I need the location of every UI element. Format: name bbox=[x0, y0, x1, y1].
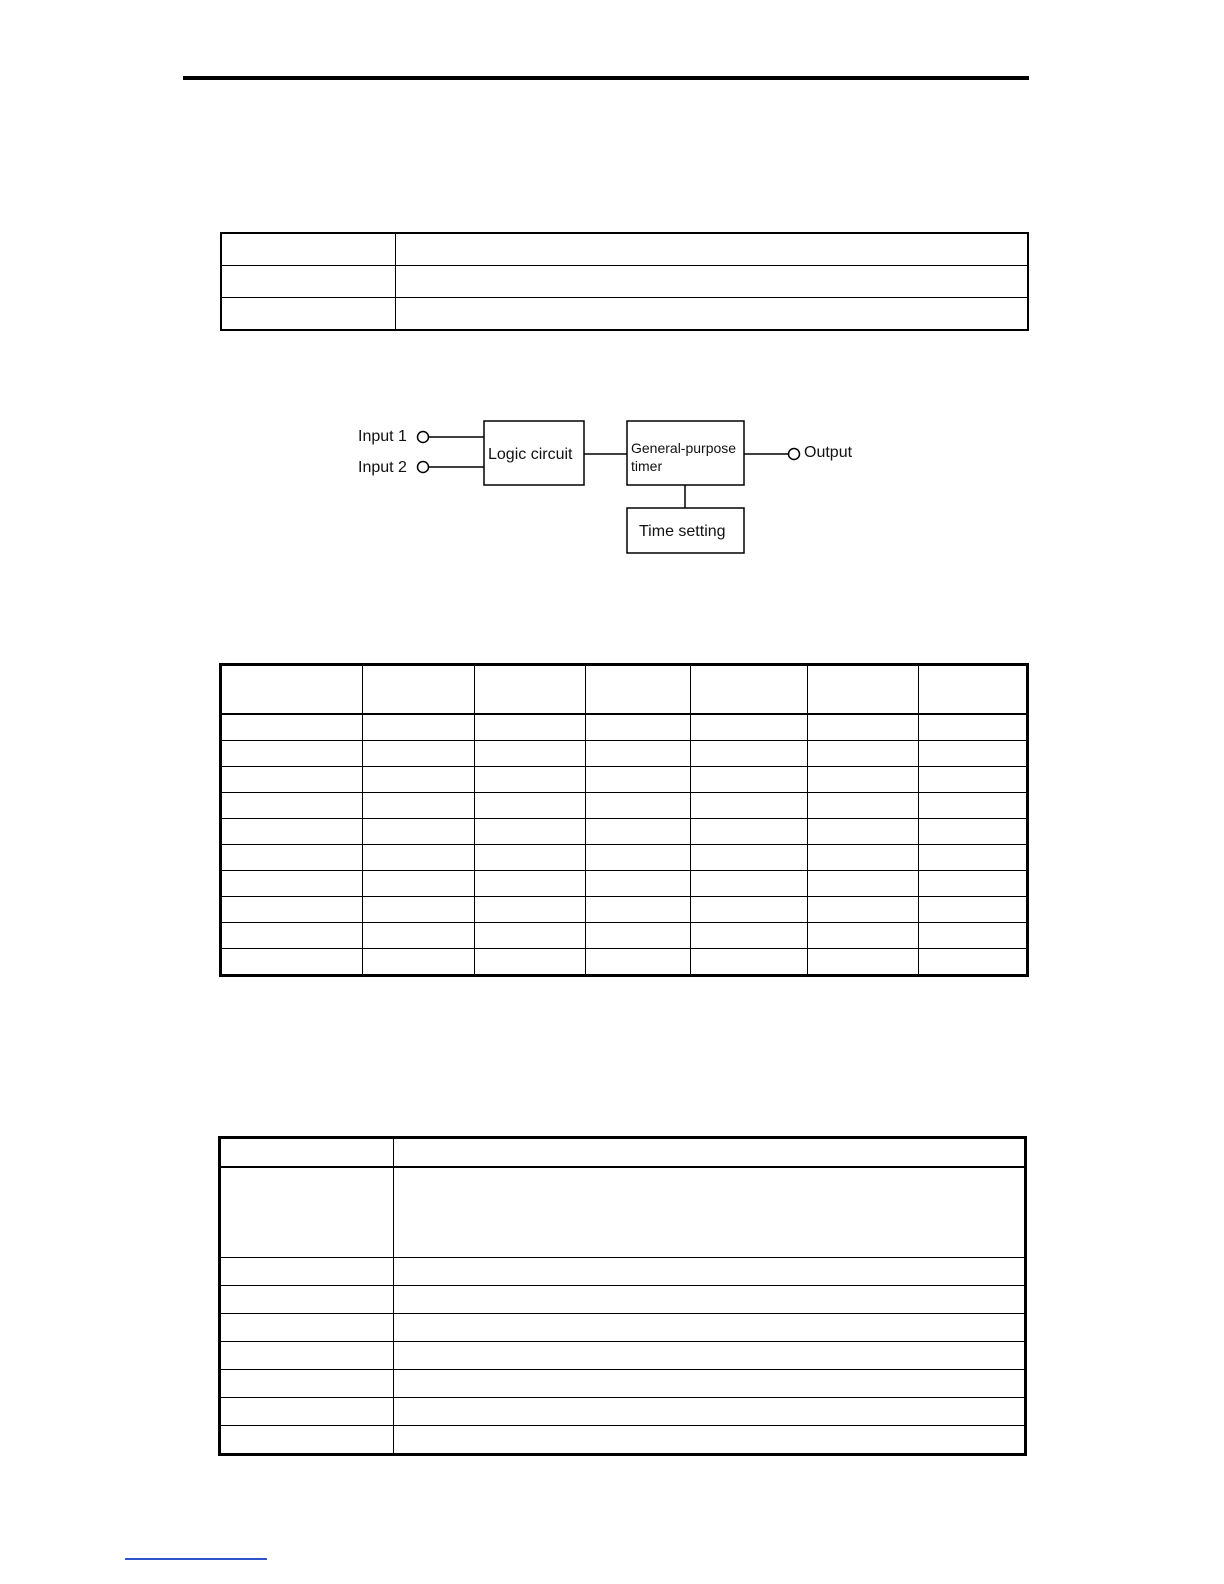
table-row bbox=[221, 714, 1028, 741]
output-terminal bbox=[789, 449, 800, 460]
top-rule bbox=[183, 76, 1029, 80]
input1-label: Input 1 bbox=[358, 428, 407, 445]
table-row bbox=[221, 845, 1028, 871]
table-row bbox=[220, 1314, 1026, 1342]
table-row bbox=[221, 266, 1028, 298]
table-row bbox=[221, 298, 1028, 331]
output-label: Output bbox=[804, 444, 853, 461]
input2-label: Input 2 bbox=[358, 459, 407, 476]
table-row bbox=[221, 923, 1028, 949]
table-row bbox=[220, 1370, 1026, 1398]
input2-terminal bbox=[418, 462, 429, 473]
block-diagram bbox=[340, 410, 880, 560]
spec-table-bottom bbox=[218, 1136, 1027, 1456]
table-row bbox=[221, 793, 1028, 819]
table-row bbox=[221, 897, 1028, 923]
table-row bbox=[221, 767, 1028, 793]
table-row bbox=[220, 1258, 1026, 1286]
table-row bbox=[220, 1342, 1026, 1370]
table-row bbox=[221, 871, 1028, 897]
spec-table-middle bbox=[219, 663, 1029, 977]
spec-table-top bbox=[220, 232, 1029, 331]
table-header-row bbox=[220, 1138, 1026, 1168]
timer-label-line1: General-purpose bbox=[631, 440, 737, 456]
table-row bbox=[220, 1398, 1026, 1426]
block-diagram-lines bbox=[340, 410, 880, 560]
logic-circuit-label: Logic circuit bbox=[488, 446, 573, 463]
table-row bbox=[220, 1426, 1026, 1455]
table-row bbox=[220, 1167, 1026, 1258]
time-setting-label: Time setting bbox=[639, 523, 726, 540]
table-header-row bbox=[221, 665, 1028, 715]
table-row bbox=[221, 741, 1028, 767]
input1-terminal bbox=[418, 432, 429, 443]
table-row bbox=[221, 949, 1028, 976]
table-row bbox=[221, 819, 1028, 845]
footer-link-underline[interactable] bbox=[125, 1558, 267, 1560]
timer-label-line2: timer bbox=[631, 458, 663, 474]
table-row bbox=[221, 233, 1028, 266]
table-row bbox=[220, 1286, 1026, 1314]
